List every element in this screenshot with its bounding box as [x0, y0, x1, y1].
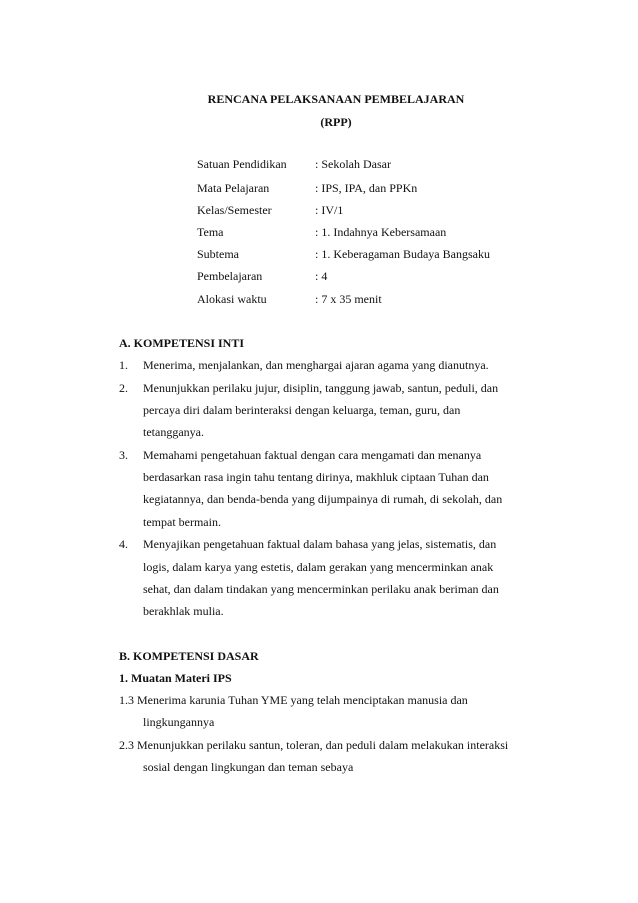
section-b-heading: B. KOMPETENSI DASAR — [119, 649, 259, 663]
section-b-subheading: 1. Muatan Materi IPS — [119, 671, 232, 685]
identity-value: : IV/1 — [315, 203, 344, 217]
identity-label: Alokasi waktu — [197, 292, 267, 306]
identity-label: Pembelajaran — [197, 269, 263, 283]
list-line: logis, dalam karya yang estetis, dalam gerakan yang mencerminkan anak — [143, 560, 494, 574]
identity-value: : 1. Keberagaman Budaya Bangsaku — [315, 247, 490, 261]
list-line: kegiatannya, dan benda-benda yang dijumpainya di rumah, di sekolah, dan — [143, 492, 503, 506]
identity-value: : Sekolah Dasar — [315, 157, 391, 171]
list-line: Menerima, menjalankan, dan menghargai ajaran agama yang dianutnya. — [143, 358, 489, 372]
list-line: percaya diri dalam berinteraksi dengan keluarga, teman, guru, dan — [143, 403, 461, 417]
list-line: tempat bermain. — [143, 515, 221, 529]
list-line: berdasarkan rasa ingin tahu tentang dirinya, makhluk ciptaan Tuhan dan — [143, 470, 489, 484]
section-a-heading: A. KOMPETENSI INTI — [119, 336, 245, 350]
kd-line: lingkungannya — [143, 715, 215, 729]
list-line: Menyajikan pengetahuan faktual dalam bahasa yang jelas, sistematis, dan — [143, 537, 497, 551]
list-line: sehat, dan dalam tindakan yang mencerminkan perilaku anak beriman dan — [143, 582, 499, 596]
kd-line: 1.3 Menerima karunia Tuhan YME yang telah menciptakan manusia dan — [119, 693, 468, 707]
identity-label: Satuan Pendidikan — [197, 157, 287, 171]
identity-label: Mata Pelajaran — [197, 181, 270, 195]
list-number: 3. — [119, 448, 128, 462]
doc-subtitle: (RPP) — [320, 115, 352, 129]
list-number: 1. — [119, 358, 128, 372]
identity-value: : 1. Indahnya Kebersamaan — [315, 225, 447, 239]
list-number: 4. — [119, 537, 128, 551]
doc-title: RENCANA PELAKSANAAN PEMBELAJARAN — [207, 92, 465, 106]
list-line: Menunjukkan perilaku jujur, disiplin, tanggung jawab, santun, peduli, dan — [143, 381, 499, 395]
identity-value: : 4 — [315, 269, 328, 283]
identity-value: : IPS, IPA, dan PPKn — [315, 181, 418, 195]
list-number: 2. — [119, 381, 128, 395]
list-line: berakhlak mulia. — [143, 604, 224, 618]
kd-line: sosial dengan lingkungan dan teman sebaya — [143, 760, 354, 774]
kd-line: 2.3 Menunjukkan perilaku santun, toleran, dan peduli dalam melakukan interaksi — [119, 738, 509, 752]
identity-label: Subtema — [197, 247, 239, 261]
identity-label: Kelas/Semester — [197, 203, 272, 217]
identity-value: : 7 x 35 menit — [315, 292, 382, 306]
list-line: Memahami pengetahuan faktual dengan cara mengamati dan menanya — [143, 448, 482, 462]
identity-label: Tema — [197, 225, 224, 239]
list-line: tetangganya. — [143, 425, 204, 439]
